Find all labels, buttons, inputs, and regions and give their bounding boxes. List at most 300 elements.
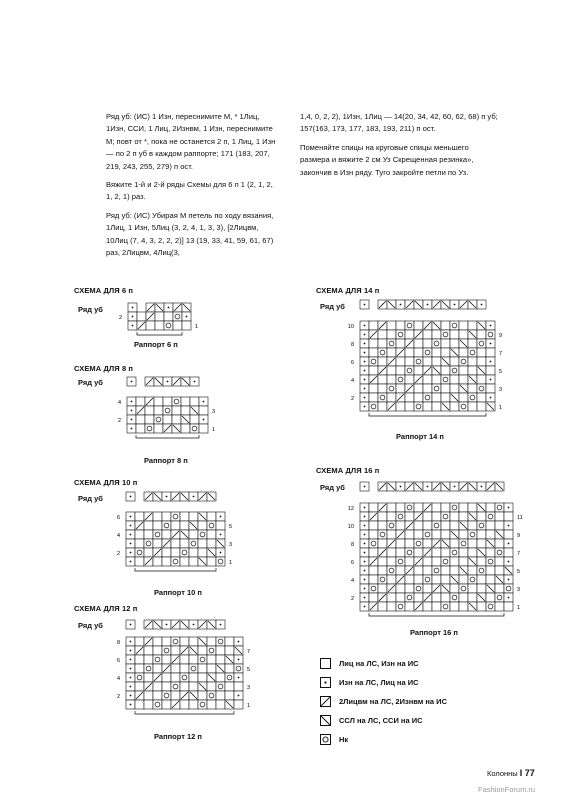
row-label: Ряд уб [320, 302, 345, 311]
dot-symbol [427, 486, 429, 488]
chart-cell [405, 512, 414, 521]
dot-symbol [364, 397, 366, 399]
chart-title: СХЕМА ДЛЯ 12 п [74, 604, 138, 613]
chart-cell [135, 700, 144, 709]
chart-cell [405, 503, 414, 512]
chart-cell [369, 530, 378, 539]
chart-cell [387, 393, 396, 402]
chart-cell [180, 664, 189, 673]
chart-cell [216, 557, 225, 566]
chart-cell [459, 503, 468, 512]
chart-cell [172, 397, 181, 406]
dot-symbol [130, 686, 132, 688]
chart-cell [369, 584, 378, 593]
chart-cell [450, 584, 459, 593]
row-number: 4 [350, 378, 354, 384]
dot-symbol [132, 307, 134, 309]
chart-cell [369, 348, 378, 357]
chart-cell [504, 530, 513, 539]
chart-cell [198, 691, 207, 700]
chart-cell [180, 521, 189, 530]
chart-cell [153, 664, 162, 673]
rapport-bracket [369, 613, 504, 616]
legend-label: Нк [339, 735, 349, 744]
row-number: 2 [116, 551, 120, 557]
chart-cell [189, 637, 198, 646]
chart-cell [396, 557, 405, 566]
chart-cell [135, 655, 144, 664]
chart-cell [450, 375, 459, 384]
dot-symbol [220, 516, 222, 518]
chart-cell [198, 646, 207, 655]
chart-cell [414, 348, 423, 357]
dot-symbol [364, 325, 366, 327]
chart-cell [171, 691, 180, 700]
chart-cell [189, 539, 198, 548]
row-number: 6 [116, 515, 120, 521]
chart-cell [477, 566, 486, 575]
chart-cell [145, 406, 154, 415]
chart-cell [432, 348, 441, 357]
chart-cell [405, 330, 414, 339]
chart-cell [155, 321, 164, 330]
dot-symbol [508, 579, 510, 581]
chart-cell [495, 512, 504, 521]
dot-symbol [490, 397, 492, 399]
chart-cell [153, 682, 162, 691]
dot-symbol [508, 507, 510, 509]
chart-cell [387, 602, 396, 611]
chart-cell [450, 503, 459, 512]
chart-cell [477, 375, 486, 384]
dot-symbol [130, 561, 132, 563]
dot-symbol [238, 677, 240, 679]
chart-cell [450, 321, 459, 330]
chart-cell [423, 557, 432, 566]
chart-title: СХЕМА ДЛЯ 16 п [316, 466, 380, 475]
chart-cell [423, 512, 432, 521]
chart-cell [432, 357, 441, 366]
chart-cell [135, 673, 144, 682]
chart-cell [495, 539, 504, 548]
chart-cell [396, 339, 405, 348]
chart-cell [441, 321, 450, 330]
dot-symbol [130, 704, 132, 706]
chart-cell [468, 339, 477, 348]
rapport-label: Раппорт 14 п [396, 432, 444, 441]
chart-cell [468, 593, 477, 602]
chart-cell [162, 512, 171, 521]
chart-cell [432, 602, 441, 611]
chart-title: СХЕМА ДЛЯ 10 п [74, 478, 138, 487]
chart-cell [369, 593, 378, 602]
chart-cell [145, 415, 154, 424]
chart-cell [135, 539, 144, 548]
chart-cell [207, 557, 216, 566]
chart-cell [153, 646, 162, 655]
chart-cell [423, 330, 432, 339]
chart-cell [432, 593, 441, 602]
chart-cell [396, 521, 405, 530]
chart-cell [171, 673, 180, 682]
chart-cell [423, 530, 432, 539]
chart-cell [414, 402, 423, 411]
chart-cell [144, 700, 153, 709]
row-number: 6 [350, 360, 354, 366]
chart-cell [468, 503, 477, 512]
chart-cell [378, 339, 387, 348]
chart-cell [441, 530, 450, 539]
chart-cell [189, 682, 198, 691]
chart-cell [162, 700, 171, 709]
dot-symbol [220, 624, 222, 626]
chart-cell [198, 673, 207, 682]
row-label: Ряд уб [78, 621, 103, 630]
chart-cell [207, 521, 216, 530]
dot-symbol [364, 304, 366, 306]
chart-cell [154, 397, 163, 406]
dot-symbol [400, 304, 402, 306]
dot-symbol [364, 597, 366, 599]
chart-cell [441, 575, 450, 584]
chart-cell [164, 312, 173, 321]
legend-label: Лиц на ЛС, Изн на ИС [339, 659, 419, 668]
chart-cell [396, 548, 405, 557]
chart-cell [378, 348, 387, 357]
chart-cell [144, 521, 153, 530]
legend-label: Изн на ЛС, Лиц на ИС [339, 678, 419, 687]
dot-symbol [203, 419, 205, 421]
chart-cell [396, 602, 405, 611]
dot-symbol [130, 677, 132, 679]
chart-cell [459, 321, 468, 330]
chart-cell [450, 357, 459, 366]
chart-cell [468, 539, 477, 548]
chart-cell [189, 673, 198, 682]
chart-cell [432, 548, 441, 557]
chart-cell [468, 402, 477, 411]
dot-symbol [130, 516, 132, 518]
row-number: 3 [247, 685, 251, 691]
chart-cell [189, 700, 198, 709]
chart-cell [495, 584, 504, 593]
chart-cell [190, 424, 199, 433]
chart-cell [180, 512, 189, 521]
chart-cell [405, 602, 414, 611]
chart-cell [137, 312, 146, 321]
row-number: 5 [499, 369, 503, 375]
chart-cell [441, 330, 450, 339]
chart-cell [450, 566, 459, 575]
row-number: 2 [350, 596, 354, 602]
chart-cell [189, 512, 198, 521]
dot-symbol [130, 534, 132, 536]
chart-cell [144, 655, 153, 664]
chart-cell [144, 548, 153, 557]
dot-symbol [364, 361, 366, 363]
chart-cell [162, 557, 171, 566]
chart-cell [207, 655, 216, 664]
chart-cell [162, 637, 171, 646]
dot-symbol [130, 641, 132, 643]
dot-symbol [364, 552, 366, 554]
row-number: 7 [517, 551, 521, 557]
chart-cell [162, 655, 171, 664]
chart-cell [163, 415, 172, 424]
chart-cell [459, 593, 468, 602]
chart-cell [486, 521, 495, 530]
chart-cell [207, 539, 216, 548]
dot-symbol [508, 597, 510, 599]
chart-cell [207, 682, 216, 691]
dot-symbol [490, 379, 492, 381]
chart-cell [378, 393, 387, 402]
dot-symbol [364, 343, 366, 345]
dot-symbol [508, 561, 510, 563]
chart-cell [190, 415, 199, 424]
row-number: 3 [229, 542, 233, 548]
chart-cell [369, 548, 378, 557]
dot-symbol [131, 419, 133, 421]
right-slash-cell-icon [320, 696, 332, 708]
paragraph: 1,4, 0, 2, 2), 1Изн, 1Лиц — 14(20, 34, 42, 60, 62, 68) п уб; 157(163, 173, 177, 183, 193, 211) п ост. [300, 112, 498, 134]
chart-cell [414, 548, 423, 557]
chart-cell [135, 530, 144, 539]
chart-cell [153, 530, 162, 539]
chart-cell [144, 691, 153, 700]
chart-cell [387, 375, 396, 384]
left-slash-cell-icon [320, 715, 332, 727]
chart-cell [153, 700, 162, 709]
chart-cell [225, 673, 234, 682]
chart-cell [486, 575, 495, 584]
chart-cell [369, 402, 378, 411]
chart-cell [173, 312, 182, 321]
chart-cell [414, 321, 423, 330]
dot-symbol [454, 304, 456, 306]
chart-cell [199, 424, 208, 433]
chart-cell [441, 566, 450, 575]
chart-cell [459, 330, 468, 339]
chart-cell [155, 312, 164, 321]
dot-symbol [167, 381, 169, 383]
chart-title: СХЕМА ДЛЯ 14 п [316, 286, 380, 295]
row-number: 2 [117, 418, 121, 424]
chart-cell [450, 539, 459, 548]
chart-cell [405, 593, 414, 602]
chart-cell [144, 646, 153, 655]
chart-cell [477, 602, 486, 611]
chart-cell [477, 330, 486, 339]
chart-cell [154, 406, 163, 415]
dot-symbol [131, 401, 133, 403]
dot-symbol [364, 379, 366, 381]
chart-cell [378, 512, 387, 521]
chart-cell [198, 521, 207, 530]
watermark: FashionForum.ru [478, 785, 536, 794]
chart-cell [189, 548, 198, 557]
chart-cell [468, 348, 477, 357]
chart-cell [405, 557, 414, 566]
dot-symbol [166, 496, 168, 498]
chart-cell [450, 339, 459, 348]
chart-cell [369, 503, 378, 512]
chart-cell [486, 557, 495, 566]
row-number: 4 [116, 533, 120, 539]
chart-cell [441, 557, 450, 566]
dot-symbol [203, 401, 205, 403]
chart-cell [189, 655, 198, 664]
chart-cell [396, 357, 405, 366]
chart-cell [216, 682, 225, 691]
chart-cell [405, 402, 414, 411]
chart-title: СХЕМА ДЛЯ 8 п [74, 364, 134, 373]
chart-cell [486, 348, 495, 357]
dot-symbol [364, 561, 366, 563]
paragraph: Вяжите 1-й и 2-й ряды Схемы для 6 п 1 (2, 1, 2, 1, 2, 1) раз. [106, 180, 273, 202]
row-number: 8 [116, 640, 120, 646]
chart-cell [441, 548, 450, 557]
chart-cell [459, 375, 468, 384]
chart-cell [414, 357, 423, 366]
chart-cell [432, 393, 441, 402]
chart-cell [459, 348, 468, 357]
dot-symbol [220, 534, 222, 536]
chart-cell [459, 557, 468, 566]
chart-cell [477, 339, 486, 348]
chart-cell [432, 330, 441, 339]
row-number: 1 [212, 427, 216, 433]
chart-cell [216, 700, 225, 709]
chart-cell [414, 539, 423, 548]
chart-cell [468, 384, 477, 393]
chart-cell [441, 375, 450, 384]
chart-cell [162, 530, 171, 539]
row-number: 6 [350, 560, 354, 566]
dot-symbol [364, 516, 366, 518]
chart-cell [477, 557, 486, 566]
rapport-bracket [136, 435, 199, 438]
chart-cell [181, 406, 190, 415]
chart-cell [405, 539, 414, 548]
chart-cell [171, 664, 180, 673]
chart-cell [486, 602, 495, 611]
chart-cell [477, 539, 486, 548]
chart-cell [378, 566, 387, 575]
chart-cell [423, 575, 432, 584]
chart-cell [414, 584, 423, 593]
chart-cell [432, 375, 441, 384]
chart-cell [180, 548, 189, 557]
chart-cell [378, 384, 387, 393]
row-number: 9 [517, 533, 521, 539]
dot-symbol [238, 659, 240, 661]
chart-cell [432, 503, 441, 512]
section-name: Колонны [487, 769, 518, 778]
row-number: 1 [229, 560, 233, 566]
chart-cell [486, 512, 495, 521]
chart-cell [171, 521, 180, 530]
chart-cell [477, 512, 486, 521]
chart-cell [225, 637, 234, 646]
chart-cell [198, 548, 207, 557]
chart-cell [153, 655, 162, 664]
dot-symbol [130, 668, 132, 670]
chart-cell [459, 402, 468, 411]
dot-symbol [132, 316, 134, 318]
chart-cell [144, 539, 153, 548]
chart-cell [198, 655, 207, 664]
chart-cell [405, 575, 414, 584]
chart-cell [199, 406, 208, 415]
chart-cell [189, 664, 198, 673]
chart-cell [423, 566, 432, 575]
chart-cell [441, 393, 450, 402]
chart-cell [423, 357, 432, 366]
chart-cell [477, 348, 486, 357]
dot-symbol [130, 624, 132, 626]
chart-cell [441, 339, 450, 348]
chart-cell [423, 348, 432, 357]
chart-cell [198, 664, 207, 673]
chart-cell [207, 700, 216, 709]
chart-cell [405, 393, 414, 402]
chart-cell [405, 375, 414, 384]
chart-cell [495, 557, 504, 566]
row-number: 1 [499, 405, 503, 411]
chart-cell [207, 637, 216, 646]
chart-cell [495, 566, 504, 575]
chart-cell [153, 512, 162, 521]
chart-cell [495, 602, 504, 611]
dot-symbol [427, 304, 429, 306]
chart-cell [504, 602, 513, 611]
dot-symbol [364, 579, 366, 581]
chart-cell [162, 691, 171, 700]
row-number: 5 [247, 667, 251, 673]
chart-cell [387, 321, 396, 330]
dot-symbol [454, 486, 456, 488]
chart-cell [459, 530, 468, 539]
chart-cell [468, 366, 477, 375]
chart-cell [414, 575, 423, 584]
rapport-bracket [135, 568, 216, 571]
chart-cell [180, 682, 189, 691]
dot-symbol [364, 406, 366, 408]
chart-cell [234, 700, 243, 709]
row-number: 7 [499, 351, 503, 357]
row-number: 12 [347, 506, 354, 512]
dot-symbol [131, 410, 133, 412]
chart-cell [450, 548, 459, 557]
chart-cell [405, 321, 414, 330]
chart-cell [459, 357, 468, 366]
chart-cell [369, 566, 378, 575]
chart-cell [441, 593, 450, 602]
chart-cell [486, 384, 495, 393]
chart-cell [135, 682, 144, 691]
row-number: 8 [350, 342, 354, 348]
chart-cell [171, 682, 180, 691]
chart-cell [396, 503, 405, 512]
chart-cell [450, 402, 459, 411]
rapport-label: Раппорт 12 п [154, 732, 202, 741]
chart-cell [423, 384, 432, 393]
chart-cell [468, 530, 477, 539]
paragraph: Поменяйте спицы на круговые спицы меньшего размера и вяжите 2 см Уз Скрещенная резинка», закончив в Изн ряду. Тугo закройте петли по Уз. [300, 142, 474, 177]
dot-symbol [490, 361, 492, 363]
chart-cell [414, 530, 423, 539]
